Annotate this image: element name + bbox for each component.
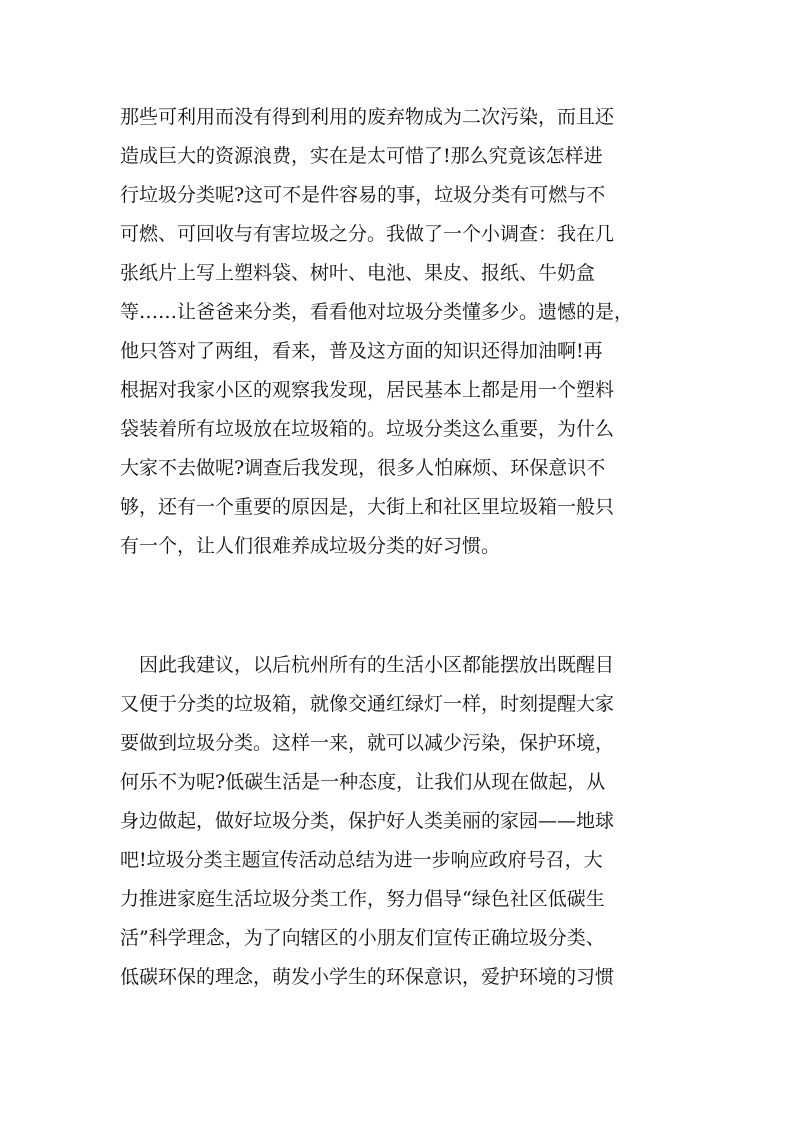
text-line: 造成巨大的资源浪费，实在是太可惜了!那么究竟该怎样进	[120, 145, 603, 167]
text-line: 又便于分类的垃圾箱，就像交通红绿灯一样，时刻提醒大家	[120, 693, 615, 715]
text-line: 大家不去做呢?调查后我发现，很多人怕麻烦、环保意识不	[120, 457, 606, 479]
text-line: 低碳环保的理念，萌发小学生的环保意识，爱护环境的习惯	[120, 966, 615, 988]
text-line: 要做到垃圾分类。这样一来，就可以减少污染，保护环境，	[120, 732, 615, 754]
text-line: 够，还有一个重要的原因是，大街上和社区里垃圾箱一般只	[120, 496, 615, 518]
text-line: 他只答对了两组，看来，普及这方面的知识还得加油啊!再	[120, 340, 603, 362]
text-line: 吧!垃圾分类主题宣传活动总结为进一步响应政府号召，大	[120, 849, 603, 871]
text-line: 张纸片上写上塑料袋、树叶、电池、果皮、报纸、牛奶盒	[120, 262, 596, 284]
text-line: 行垃圾分类呢?这可不是件容易的事，垃圾分类有可燃与不	[120, 184, 606, 206]
text-line: 可燃、可回收与有害垃圾之分。我做了一个小调查：我在几	[120, 223, 615, 245]
text-line: 袋装着所有垃圾放在垃圾箱的。垃圾分类这么重要，为什么	[120, 418, 615, 440]
text-line: 力推进家庭生活垃圾分类工作，努力倡导“绿色社区低碳生	[120, 888, 605, 910]
text-line: 活”科学理念，为了向辖区的小朋友们宣传正确垃圾分类、	[120, 927, 605, 949]
text-line: 身边做起，做好垃圾分类，保护好人类美丽的家园——地球	[120, 810, 615, 832]
text-line: 因此我建议，以后杭州所有的生活小区都能摆放出既醒目	[120, 654, 615, 676]
text-line: 等……让爸爸来分类，看看他对垃圾分类懂多少。遗憾的是，	[120, 301, 634, 323]
text-line: 根据对我家小区的观察我发现，居民基本上都是用一个塑料	[120, 379, 615, 401]
text-line: 有一个，让人们很难养成垃圾分类的好习惯。	[120, 535, 501, 557]
text-line: 何乐不为呢?低碳生活是一种态度，让我们从现在做起，从	[120, 771, 606, 793]
text-line: 那些可利用而没有得到利用的废弃物成为二次污染，而且还	[120, 106, 615, 128]
